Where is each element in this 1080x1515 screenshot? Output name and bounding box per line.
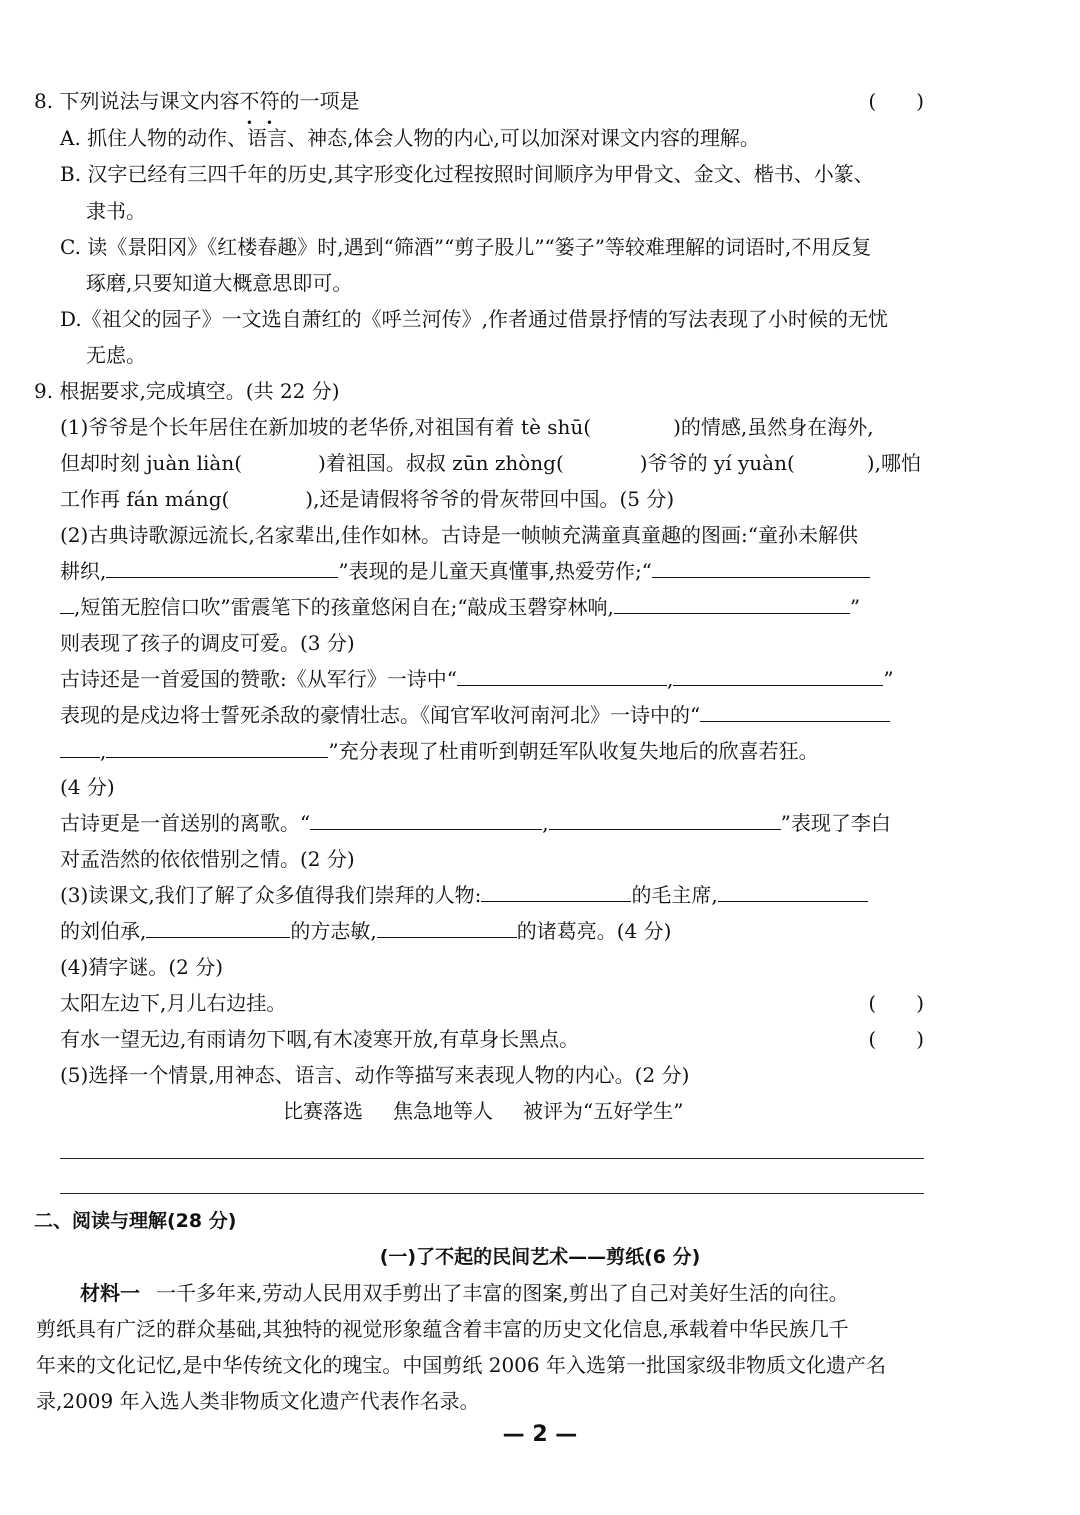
q9-p2-line7 (60, 737, 819, 765)
scenario-option-3: 被评为“五好学生” (523, 1099, 684, 1123)
q8-stem (34, 87, 359, 115)
text: 工作再 fán máng( (60, 487, 230, 511)
scenario-option-1: 比赛落选 (283, 1099, 363, 1123)
q9-p3-line2 (60, 917, 671, 945)
q8-option-d: D.《祖父的园子》一文选自萧红的《呼兰河传》,作者通过借景抒情的写法表现了小时候的无忧 (60, 307, 889, 331)
text: 古诗更是一首送别的离歌。“ (60, 811, 311, 835)
text: 的刘伯承, (60, 919, 147, 943)
text: 一千多年来,劳动人民用双手剪出了丰富的图案,剪出了自己对美好生活的向往。 (156, 1281, 849, 1305)
text: 的毛主席, (631, 883, 718, 907)
person-blank[interactable] (481, 883, 631, 902)
q9-p2-line6 (60, 701, 890, 729)
text: 古诗还是一首爱国的赞歌:《从军行》一诗中“ (60, 667, 457, 691)
riddle-2-answer-paren[interactable]: ( ) (868, 1027, 924, 1051)
text: )的情感,虽然身在海外, (673, 415, 874, 439)
q9-p2-line5 (60, 665, 894, 693)
writing-line-1[interactable] (60, 1158, 924, 1159)
q8-answer-paren[interactable]: ( ) (868, 89, 924, 113)
poem-blank[interactable] (614, 595, 850, 614)
q9-p2-line10: 对孟浩然的依依惜别之情。(2 分) (60, 847, 355, 871)
text: )着祖国。叔叔 zūn zhòng( (318, 451, 564, 475)
q8-emph-char-2: 符 (259, 89, 280, 113)
material1-line1 (80, 1279, 849, 1307)
material1-line3: 年来的文化记忆,是中华传统文化的瑰宝。中国剪纸 2006 年入选第一批国家级非物质文化遗产名 (36, 1353, 886, 1377)
text: 的方志敏, (290, 919, 377, 943)
poem-blank[interactable] (457, 667, 667, 686)
q8-option-a: A. 抓住人物的动作、语言、神态,体会人物的内心,可以加深对课文内容的理解。 (60, 126, 760, 150)
q9-p2-line9 (60, 809, 891, 837)
text: , (542, 811, 549, 835)
text: ,短笛无腔信口吹”雷震笔下的孩童悠闲自在;“敲成玉磬穿林响, (74, 595, 614, 619)
person-blank[interactable] (718, 883, 868, 902)
poem-blank-cont[interactable] (60, 739, 100, 758)
text: ” (849, 595, 861, 619)
q8-option-c: C. 读《景阳冈》《红楼春趣》时,遇到“筛酒”“剪子股儿”“篓子”等较难理解的词语时,不用反复 (60, 235, 872, 259)
text: ”表现的是儿童天真懂事,热爱劳作;“ (338, 559, 652, 583)
q9-p5-title: (5)选择一个情景,用神态、语言、动作等描写来表现人物的内心。(2 分) (60, 1063, 690, 1087)
poem-blank[interactable] (673, 667, 883, 686)
scenario-option-2: 焦急地等人 (393, 1099, 493, 1123)
riddle-1-answer-paren[interactable]: ( ) (868, 991, 924, 1015)
text: 表现的是戍边将士誓死杀敌的豪情壮志。《闻官军收河南河北》一诗中的“ (60, 703, 701, 727)
person-blank[interactable] (146, 919, 290, 938)
writing-line-2[interactable] (60, 1193, 924, 1194)
q9-p3-line1 (60, 881, 868, 909)
q9-p1-line2 (60, 449, 921, 477)
text: (3)读课文,我们了解了众多值得我们崇拜的人物: (60, 883, 482, 907)
riddle-2: 有水一望无边,有雨请勿下咽,有木凌寒开放,有草身长黑点。 (60, 1027, 580, 1051)
riddle-1: 太阳左边下,月儿右边挂。 (60, 991, 287, 1015)
poem-blank[interactable] (700, 703, 890, 722)
q8-option-c-cont: 琢磨,只要知道大概意思即可。 (86, 271, 353, 295)
poem-blank-cont[interactable] (60, 595, 74, 614)
q9-p4-title: (4)猜字谜。(2 分) (60, 955, 224, 979)
q9-p1-line1 (60, 413, 874, 441)
q9-p1-line3 (60, 485, 674, 513)
material1-line4: 录,2009 年入选人类非物质文化遗产代表作名录。 (36, 1389, 480, 1413)
text: ”表现了李白 (780, 811, 891, 835)
poem-blank[interactable] (310, 811, 542, 830)
text: ”充分表现了杜甫听到朝廷军队收复失地后的欣喜若狂。 (328, 739, 819, 763)
material1-label: 材料一 (80, 1281, 140, 1305)
q9-p2-line8: (4 分) (60, 775, 115, 799)
poem-blank[interactable] (549, 811, 781, 830)
scenario-options (283, 1097, 683, 1125)
poem-blank[interactable] (106, 559, 338, 578)
text: 耕织, (60, 559, 107, 583)
poem-blank[interactable] (652, 559, 870, 578)
text: )爷爷的 yí yuàn( (639, 451, 795, 475)
q8-option-b-cont: 隶书。 (86, 199, 146, 223)
q9-p2-line3 (60, 593, 860, 621)
text: ),哪怕 (866, 451, 921, 475)
section2-subtitle: (一)了不起的民间艺术——剪纸(6 分) (379, 1246, 701, 1268)
q8-stem-text: 8. 下列说法与课文内容 (34, 89, 240, 113)
text: , (100, 739, 107, 763)
q8-stem-tail: 的一项是 (279, 89, 360, 113)
section2-title: 二、阅读与理解(28 分) (34, 1210, 237, 1232)
text: (1)爷爷是个长年居住在新加坡的老华侨,对祖国有着 tè shū( (60, 415, 592, 439)
text: 的诸葛亮。(4 分) (516, 919, 672, 943)
q8-option-d-cont: 无虑。 (86, 343, 146, 367)
q9-title: 9. 根据要求,完成填空。(共 22 分) (34, 379, 340, 403)
q9-p2-line2 (60, 557, 870, 585)
text: , (666, 667, 674, 691)
q9-p2-line4: 则表现了孩子的调皮可爱。(3 分) (60, 631, 355, 655)
text: ” (883, 667, 894, 691)
person-blank[interactable] (377, 919, 517, 938)
q8-option-b: B. 汉字已经有三四千年的历史,其字形变化过程按照时间顺序为甲骨文、金文、楷书、小篆、 (60, 162, 874, 186)
text: 但却时刻 juàn liàn( (60, 451, 243, 475)
q8-emph-char-1: 不 (239, 89, 260, 113)
poem-blank[interactable] (106, 739, 328, 758)
material1-line2: 剪纸具有广泛的群众基础,其独特的视觉形象蕴含着丰富的历史文化信息,承载着中华民族几千 (36, 1317, 849, 1341)
text: ),还是请假将爷爷的骨灰带回中国。(5 分) (305, 487, 675, 511)
q9-p2-line1: (2)古典诗歌源远流长,名家辈出,佳作如林。古诗是一帧帧充满童真童趣的图画:“童孙未解供 (60, 523, 859, 547)
page-number: — 2 — (502, 1422, 578, 1447)
